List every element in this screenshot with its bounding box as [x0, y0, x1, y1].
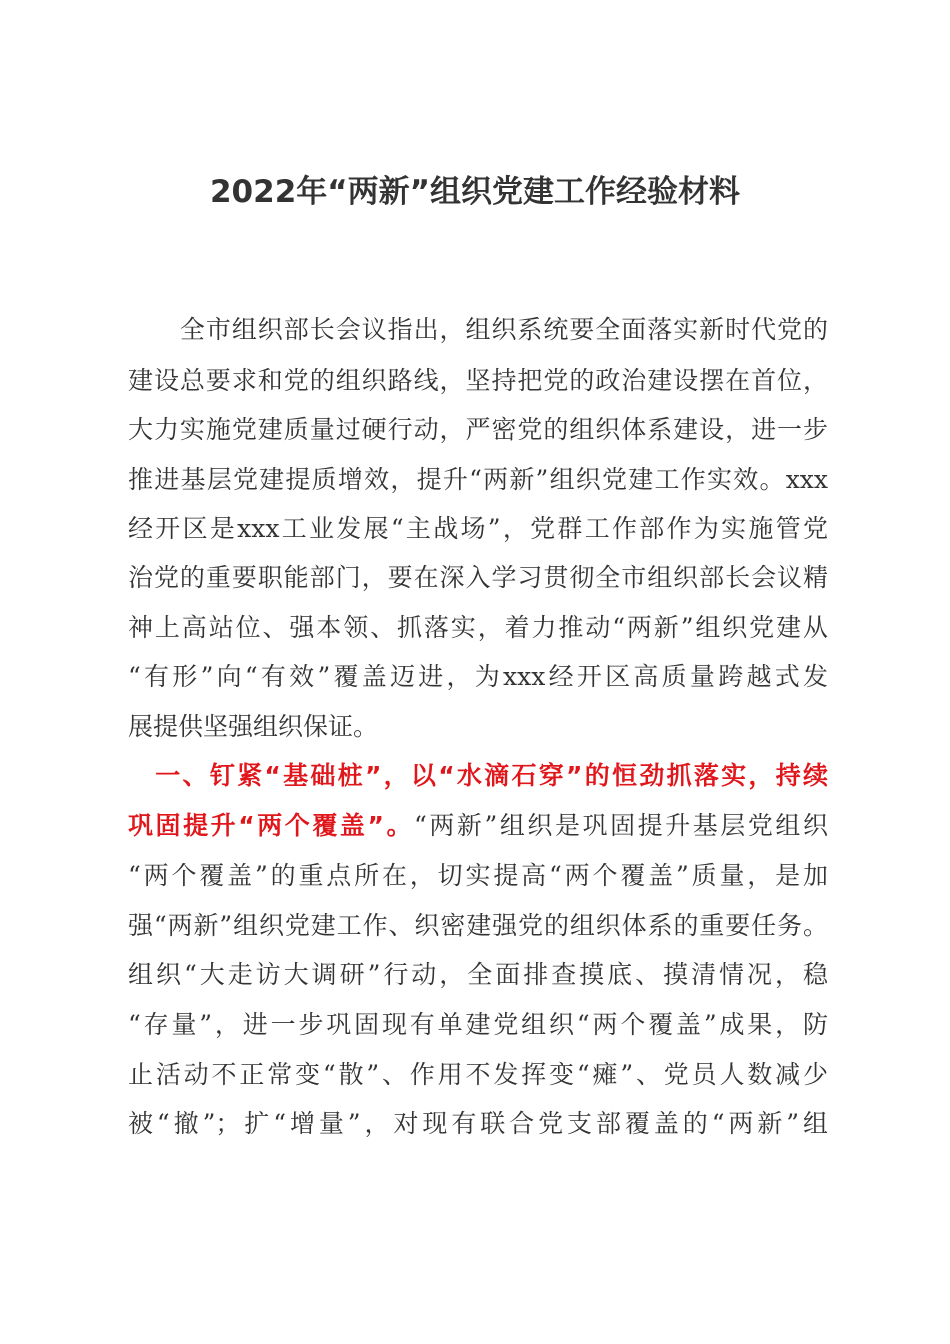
body-text: 大力实施党建质量过硬行动，严密党的组织体系建设，进一步: [128, 415, 828, 444]
body-text: 经开区是xxx工业发展“主战场”，党群工作部作为实施管党: [128, 514, 828, 543]
body-text: 治党的重要职能部门，要在深入学习贯彻全市组织部长会议精: [128, 563, 828, 592]
body-text: “两新”组织是巩固提升基层党组织: [414, 811, 828, 840]
body-text: 强“两新”组织党建工作、织密建强党的组织体系的重要任务。: [128, 911, 828, 940]
body-line: [128, 851, 828, 901]
body-text: “两个覆盖”的重点所在，切实提高“两个覆盖”质量，是加: [128, 861, 828, 890]
body-line: [128, 901, 828, 951]
body-line: [128, 950, 828, 1000]
body-line: [128, 1099, 828, 1149]
body-line: [128, 356, 828, 406]
body-line: [128, 504, 828, 554]
body-text: 推进基层党建提质增效，提升“两新”组织党建工作实效。xxx: [128, 465, 828, 494]
body-line: [128, 305, 828, 355]
body-text: 组织“大走访大调研”行动，全面排查摸底、摸清情况，稳: [128, 960, 828, 989]
body-line: [128, 1050, 828, 1100]
body-text: 止活动不正常变“散”、作用不发挥变“瘫”、党员人数减少: [128, 1060, 828, 1089]
body-text: 全市组织部长会议指出，组织系统要全面落实新时代党的: [128, 315, 828, 344]
body-line: [128, 455, 828, 505]
body-text: 被“撤”；扩“增量”，对现有联合党支部覆盖的“两新”组: [128, 1109, 828, 1138]
heading-line: [128, 751, 828, 801]
body-line: [128, 405, 828, 455]
body-line: [128, 603, 828, 653]
body-text: “有形”向“有效”覆盖迈进，为xxx经开区高质量跨越式发: [128, 662, 828, 691]
section-heading: 一、钉紧“基础桩”，以“水滴石穿”的恒劲抓落实，持续: [128, 761, 828, 790]
body-line: [128, 553, 828, 603]
heading-line: [128, 801, 828, 851]
body-text: 展提供坚强组织保证。: [128, 712, 379, 741]
body-line: [128, 1000, 828, 1050]
section-heading: 巩固提升“两个覆盖”。: [128, 811, 415, 840]
body-line: [128, 702, 828, 752]
body-text: “存量”，进一步巩固现有单建党组织“两个覆盖”成果，防: [128, 1010, 828, 1039]
body-line: [128, 652, 828, 702]
body-text: 神上高站位、强本领、抓落实，着力推动“两新”组织党建从: [128, 613, 828, 642]
body-text: 建设总要求和党的组织路线，坚持把党的政治建设摆在首位，: [128, 366, 828, 395]
document-title: 2022年“两新”组织党建工作经验材料: [209, 174, 741, 210]
